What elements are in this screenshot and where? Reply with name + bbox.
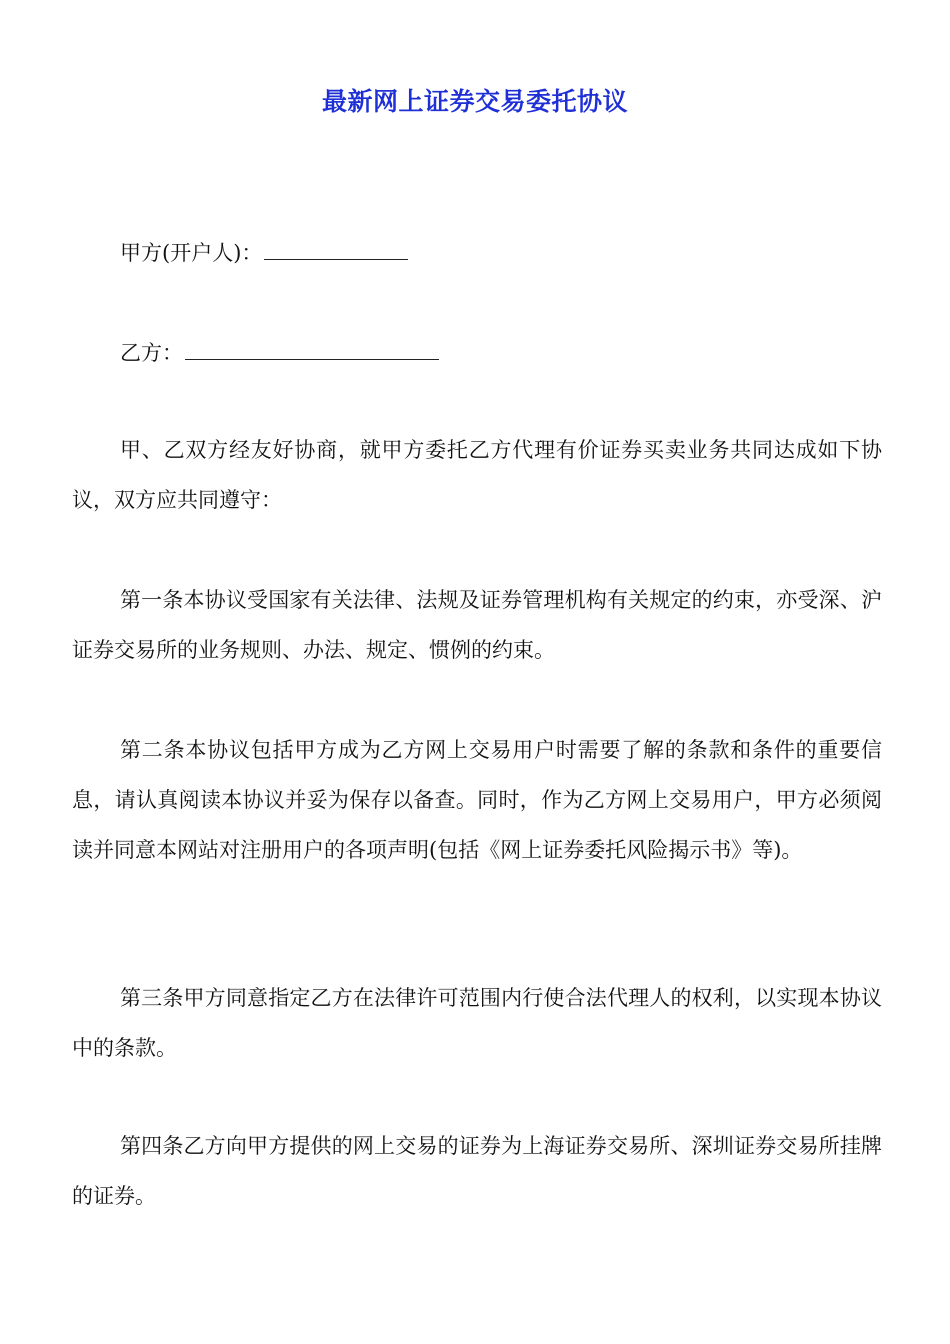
paragraph-article-4: 第四条乙方向甲方提供的网上交易的证券为上海证券交易所、深圳证券交易所挂牌的证券。 xyxy=(72,1134,882,1208)
paragraph-article-2: 第二条本协议包括甲方成为乙方网上交易用户时需要了解的条款和条件的重要信息，请认真阅读本协议并妥为保存以备查。同时，作为乙方网上交易用户，甲方必须阅读并同意本网站对注册用户的各项声明(包括《网上证券委托风险揭示书》等)。 xyxy=(72,738,882,862)
party-a-field xyxy=(120,237,408,268)
paragraph-article-3: 第三条甲方同意指定乙方在法律许可范围内行使合法代理人的权利，以实现本协议中的条款。 xyxy=(72,986,882,1060)
paragraph-article-1: 第一条本协议受国家有关法律、法规及证券管理机构有关规定的约束，亦受深、沪证券交易所的业务规则、办法、规定、惯例的约束。 xyxy=(72,588,882,662)
party-a-label: 甲方(开户人)： xyxy=(120,241,263,265)
party-a-blank-line xyxy=(264,237,408,260)
party-b-field xyxy=(120,337,439,368)
paragraph-intro: 甲、乙双方经友好协商，就甲方委托乙方代理有价证券买卖业务共同达成如下协议，双方应共同遵守： xyxy=(72,438,882,512)
document-title: 最新网上证券交易委托协议 xyxy=(321,87,628,116)
party-b-label: 乙方： xyxy=(120,341,183,365)
party-b-blank-line xyxy=(185,337,439,360)
